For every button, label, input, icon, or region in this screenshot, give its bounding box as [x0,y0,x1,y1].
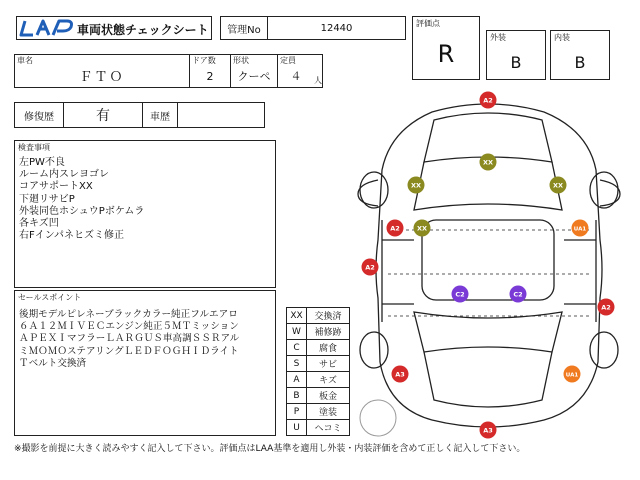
damage-legend [286,307,350,436]
sales-points-box [14,290,276,436]
form-header [16,16,212,40]
legend-row [287,308,350,324]
car-damage-diagram [352,90,628,440]
legend-row [287,340,350,356]
damage-mark-code: C2 [455,290,465,299]
damage-mark [414,220,431,237]
model-label-cell [142,102,178,128]
repair-label: 修復歴 [24,111,54,123]
legend-meaning: 腐食 [307,340,350,356]
footnote: ※撮影を前提に大きく読みやすく記入して下さい。評価点はLAA基準を適用し外装・内装評価を含めて正しく記入して下さい。 [14,444,526,454]
damage-mark-code: A2 [601,303,611,312]
vehicle-name: ＦＴＯ [79,69,125,85]
damage-mark-code: A3 [395,370,405,379]
legend-code: XX [287,308,307,324]
rating-value: R [437,40,455,68]
body-value: クーペ [237,70,271,83]
capacity-cell [277,54,323,88]
inspection-line: コアサポートXX [19,181,93,193]
management-no: 12440 [320,22,353,34]
inspection-line: 右Fインパネヒズミ修正 [19,230,125,242]
damage-mark-code: A2 [365,263,375,272]
damage-mark-code: A3 [483,426,493,435]
inspection-line: 各キズ凹 [19,218,59,230]
management-no-cell [267,16,406,40]
inspection-line: 左PW不良 [19,157,65,168]
legend-code: S [287,356,307,372]
damage-mark [480,92,497,109]
capacity-value: ４ [290,70,302,83]
legend-row [287,372,350,388]
inspection-line: ルーム内スレヨゴレ [19,169,109,181]
inspection-box [14,140,276,288]
damage-mark [362,259,379,276]
exterior-value: B [510,52,522,72]
legend-row [287,404,350,420]
exterior-box [486,30,546,80]
body-label: 形状 [233,56,249,65]
repair-label-cell [14,102,64,128]
inspection-notes [19,157,144,242]
model-label: 車歴 [150,111,170,123]
capacity-label: 定員 [280,56,296,65]
body-cell [230,54,278,88]
legend-code: A [287,372,307,388]
laa-logo [19,18,75,38]
spare-tire-icon [360,400,396,436]
legend-code: C [287,340,307,356]
interior-box [550,30,610,80]
repair-value: 有 [96,108,110,124]
damage-mark-code: XX [416,224,428,233]
sales-point-line: ミＭＯＭＯステアリングＬＥＤＦＯＧＨＩＤライト [19,345,239,357]
damage-mark-code: C2 [513,290,523,299]
damage-mark [480,422,497,439]
sales-point-line: ＡＰＥＸＩマフラーＬＡＲＧＵＳ車高調ＳＳＲアル [19,333,240,345]
management-no-label: 管理No [227,24,261,36]
rating-label: 評価点 [416,19,440,28]
damage-mark [510,286,527,303]
damage-mark-code: XX [410,181,422,190]
sales-point-line: 後期モデルピレネーブラックカラー純正フルエアロ [19,309,238,320]
sales-points-text [19,309,239,370]
damage-mark [572,220,589,237]
interior-outline [388,230,590,316]
vehicle-name-label: 車名 [17,56,33,65]
interior-label: 内装 [554,33,570,42]
doors-value: 2 [206,69,214,83]
doors-label: ドア数 [192,56,216,65]
legend-code: W [287,324,307,340]
capacity-unit: 人 [314,76,322,85]
legend-meaning: 交換済 [307,308,350,324]
legend-row [287,356,350,372]
legend-row [287,324,350,340]
legend-code: U [287,420,307,436]
form-title: 車両状態チェックシート [77,23,209,37]
inspection-line: 外装同色ホシュウPボケムラ [19,205,145,217]
damage-mark-code: A2 [390,224,400,233]
repair-value-cell [63,102,143,128]
interior-value: B [574,52,586,72]
legend-meaning: ヘコミ [307,420,350,436]
damage-mark [564,366,581,383]
sales-point-line: ６Ａ１２ＭＩＶＥＣエンジン純正５ＭＴミッション [19,321,239,333]
damage-mark-code: XX [552,181,564,190]
damage-mark [408,177,425,194]
inspection-label: 検査事項 [18,143,50,152]
damage-mark-code: UA1 [565,372,579,379]
doors-cell [189,54,231,88]
legend-code: P [287,404,307,420]
legend-code: B [287,388,307,404]
damage-mark [550,177,567,194]
damage-mark [387,220,404,237]
damage-mark [598,299,615,316]
damage-marks [362,92,615,439]
damage-mark-code: A2 [483,96,493,105]
sales-points-label: セールスポイント [18,293,82,302]
management-no-label-cell [220,16,268,40]
sales-point-line: Ｔベルト交換済 [19,357,87,369]
legend-meaning: サビ [307,356,350,372]
legend-meaning: 板金 [307,388,350,404]
exterior-label: 外装 [490,33,506,42]
legend-row [287,420,350,436]
damage-mark [452,286,469,303]
legend-meaning: キズ [307,372,350,388]
legend-meaning: 補修跡 [307,324,350,340]
damage-mark [480,154,497,171]
damage-mark-code: UA1 [573,226,587,233]
model-value-cell [177,102,265,128]
inspection-line: 下廻リサビP [19,193,75,205]
model-value [178,103,264,127]
rating-box [412,16,480,80]
legend-row [287,388,350,404]
damage-mark [392,366,409,383]
vehicle-name-cell [14,54,190,88]
legend-meaning: 塗装 [307,404,350,420]
damage-mark-code: XX [482,158,494,167]
